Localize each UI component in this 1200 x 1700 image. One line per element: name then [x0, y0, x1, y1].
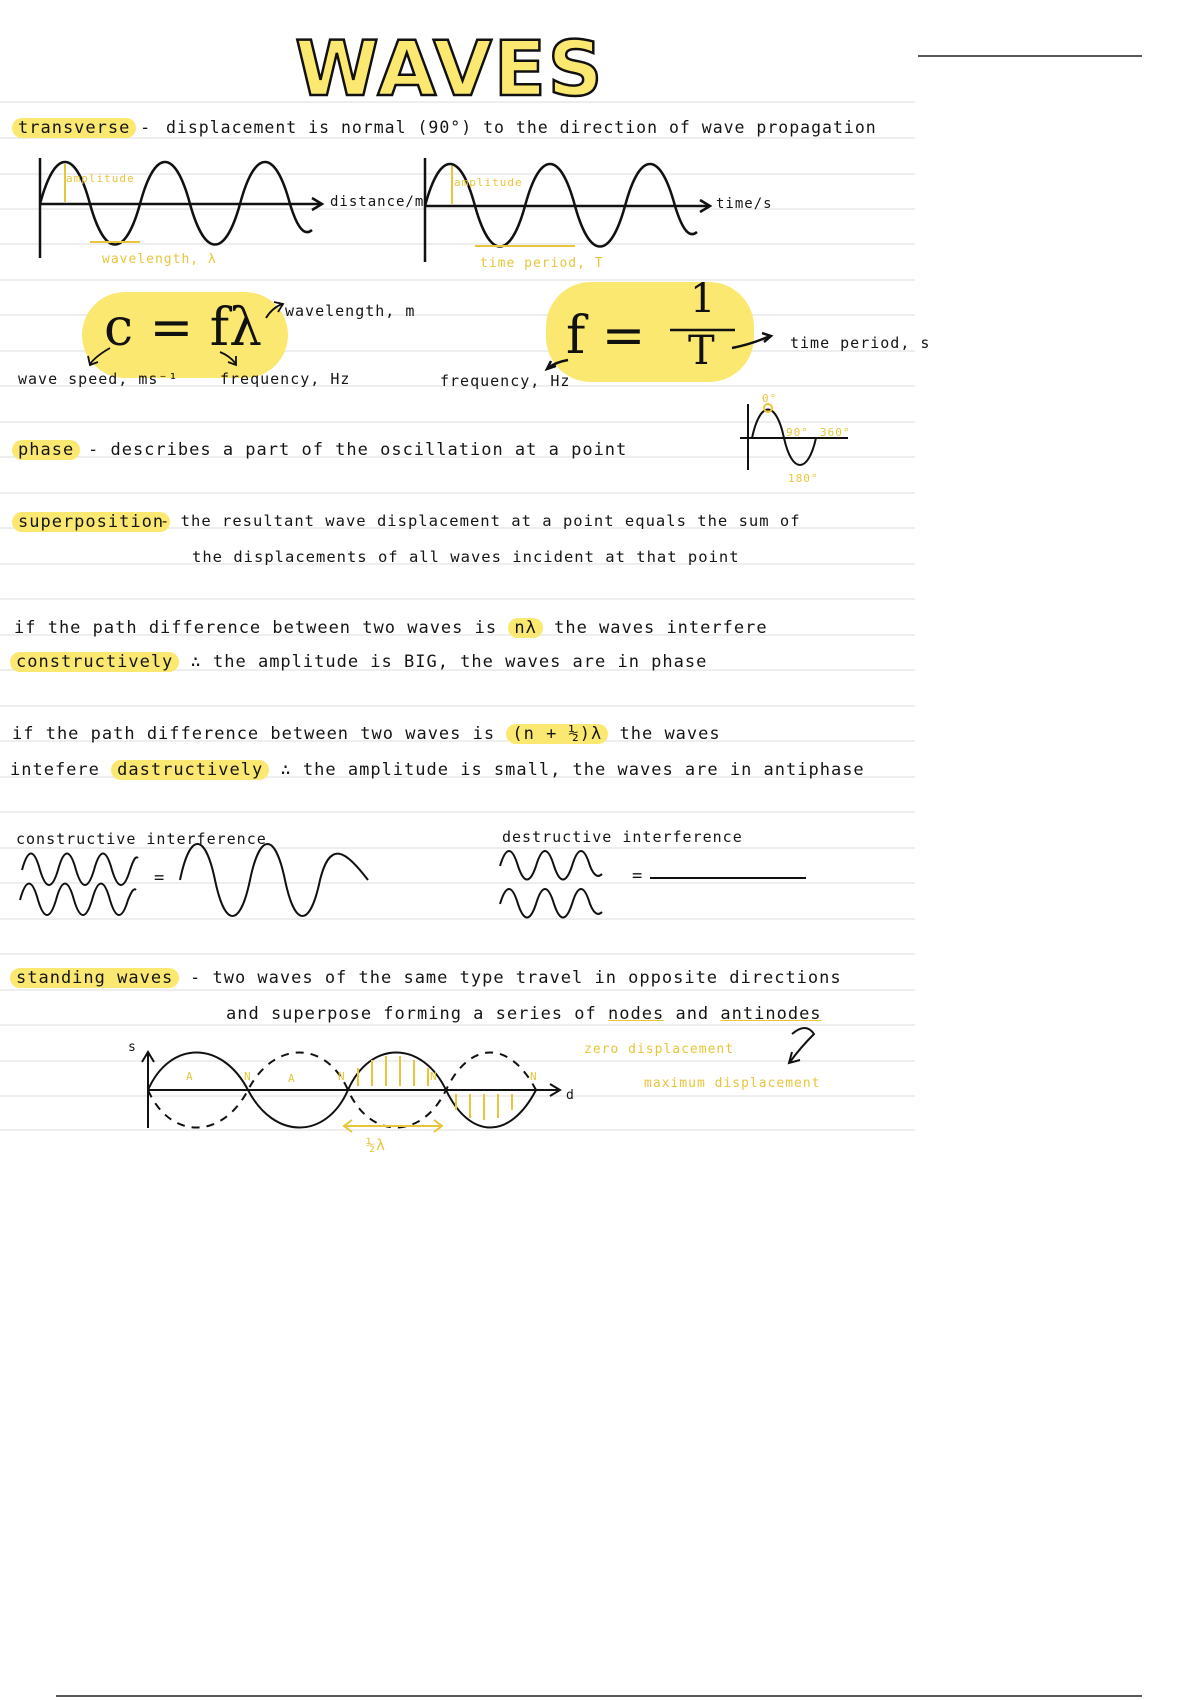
freq-equation-denominator: T: [688, 328, 715, 374]
node-note: zero displacement: [584, 1042, 735, 1057]
constructive-line-2: constructively ∴ the amplitude is BIG, the waves are in phase: [10, 652, 707, 672]
distance-axis-label: distance/m: [330, 194, 425, 210]
phase-angle-180: 180°: [788, 472, 819, 485]
nodes-term: nodes: [608, 1004, 665, 1024]
destructive-equals: =: [632, 866, 644, 886]
wave-eq-frequency-label: frequency, Hz: [220, 370, 351, 388]
standing-waves-term: standing waves: [10, 968, 179, 988]
freq-equation-numerator: 1: [690, 276, 716, 322]
antinode-mark-2: A: [288, 1072, 296, 1085]
antinodes-term: antinodes: [720, 1004, 822, 1024]
wave-eq-speed-label: wave speed, ms⁻¹: [18, 370, 179, 388]
standing-waves-line-1: - two waves of the same type travel in opposite directions: [190, 968, 842, 988]
page-title: WAVES: [295, 24, 605, 113]
node-mark-2: N: [338, 1070, 346, 1083]
amplitude-label-1: amplitude: [66, 172, 135, 185]
phase-angle-90: 90°: [786, 426, 809, 439]
node-mark-1: N: [244, 1070, 252, 1083]
constructive-line-1: if the path difference between two waves is nλ the waves interfere: [14, 618, 768, 638]
superposition-line-2: the displacements of all waves incident at that point: [192, 548, 740, 566]
wavelength-label: wavelength, λ: [102, 252, 217, 267]
destructive-interference-label: destructive interference: [502, 828, 743, 846]
antinode-note: maximum displacement: [644, 1076, 821, 1091]
time-axis-label: time/s: [716, 196, 773, 212]
superposition-term: superposition: [12, 512, 170, 532]
superposition-line-1: - the resultant wave displacement at a point equals the sum of: [160, 512, 801, 530]
constructive-interference-label: constructive interference: [16, 830, 267, 848]
standing-axis-d: d: [566, 1088, 575, 1103]
transverse-definition: displacement is normal (90°) to the direction of wave propagation: [166, 118, 877, 137]
wave-equation: c = fλ: [104, 298, 262, 358]
freq-eq-period-label: time period, s: [790, 334, 931, 352]
destructive-line-2: intefere dastructively ∴ the amplitude is small, the waves are in antiphase: [10, 760, 865, 780]
antinode-mark-1: A: [186, 1070, 194, 1083]
constructive-equals: =: [154, 868, 166, 888]
node-mark-4: N: [530, 1070, 538, 1083]
freq-equation-f: f =: [566, 306, 646, 366]
amplitude-label-2: amplitude: [454, 176, 523, 189]
transverse-term: transverse: [12, 118, 136, 138]
phase-angle-360: 360°: [820, 426, 851, 439]
destructive-line-1: if the path difference between two waves is (n + ½)λ the waves: [12, 724, 721, 744]
phase-angle-0: 0°: [762, 392, 778, 405]
phase-term: phase: [12, 440, 80, 460]
wave-eq-wavelength-label: wavelength, m: [285, 302, 416, 320]
standing-waves-line-2: and superpose forming a series of nodes and antinodes: [226, 1004, 822, 1024]
freq-eq-frequency-label: frequency, Hz: [440, 372, 571, 390]
time-period-label: time period, T: [480, 256, 604, 271]
transverse-dash: -: [140, 118, 152, 138]
half-wavelength-label: ½λ: [366, 1136, 387, 1154]
node-mark-3: N: [430, 1070, 438, 1083]
phase-definition: - describes a part of the oscillation at a point: [88, 440, 628, 460]
standing-axis-s: s: [128, 1040, 137, 1055]
